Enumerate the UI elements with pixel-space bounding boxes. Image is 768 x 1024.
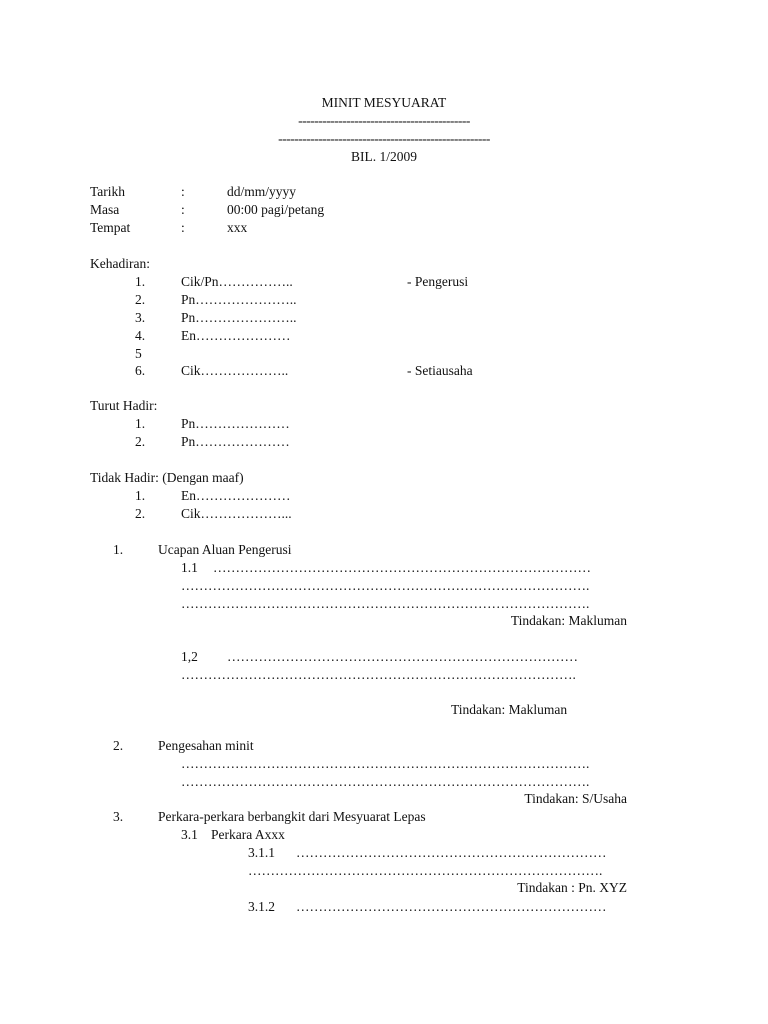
action-note: Tindakan: Makluman [510,613,627,628]
action-note: Tindakan: S/Usaha [524,791,627,806]
action-note: Tindakan : Pn. XYZ [517,880,627,895]
section-number: 1. [113,542,124,557]
attendee-number: 2. [135,292,146,307]
attendee-name: Cik……………….. [181,363,289,378]
title-divider-2: ----------------------------------------------------- [278,131,490,146]
info-value-time: 00:00 pagi/petang [227,202,325,217]
info-value-place: xxx [227,220,248,235]
attendee-name: Pn………………….. [181,310,297,325]
info-label-date: Tarikh [90,184,126,199]
info-label-time: Masa [90,202,120,217]
dotted-line: …………………………………………………………………… [227,649,578,664]
attendee-number: 5 [135,346,142,361]
attendee-number: 4. [135,328,146,343]
section-title: Ucapan Aluan Pengerusi [158,542,292,557]
absent-name: En………………… [181,488,291,503]
also-present-number: 2. [135,434,146,449]
info-label-place: Tempat [90,220,131,235]
also-present-name: Pn………………… [181,416,290,431]
attendee-name: Cik/Pn…………….. [181,274,293,289]
action-note: Tindakan: Makluman [451,702,568,717]
subsection-number: 3.1 [181,827,198,842]
dotted-line: ……………………………………………………………………. [248,863,603,878]
attendee-number: 6. [135,363,146,378]
point-number: 3.1.1 [248,845,275,860]
absent-number: 1. [135,488,146,503]
info-colon: : [181,202,185,217]
document-title: MINIT MESYUARAT [321,95,447,110]
also-present-name: Pn………………… [181,434,290,449]
dotted-line: ………………………………………………………………………………. [181,756,590,771]
dotted-line: …………………………………………………………… [296,845,607,860]
dotted-line: ………………………………………………………………………… [213,560,591,575]
info-colon: : [181,184,185,199]
also-present-number: 1. [135,416,146,431]
info-value-date: dd/mm/yyyy [227,184,297,199]
attendee-role: - Setiausaha [407,363,473,378]
section-title: Perkara-perkara berbangkit dari Mesyuarat Lepas [158,809,426,824]
dotted-line: ………………………………………………………………………………. [181,578,590,593]
section-number: 3. [113,809,124,824]
section-number: 2. [113,738,124,753]
absent-heading: Tidak Hadir: (Dengan maaf) [90,470,244,485]
dotted-line: ……………………………………………………………………………. [181,667,576,682]
subsection-number: 1,2 [181,649,198,664]
subsection-title: Perkara Axxx [211,827,285,842]
dotted-line: ………………………………………………………………………………. [181,596,590,611]
absent-name: Cik………………... [181,506,292,521]
attendance-heading: Kehadiran: [90,256,150,271]
attendee-role: - Pengerusi [407,274,469,289]
absent-number: 2. [135,506,146,521]
attendee-name: En………………… [181,328,291,343]
subsection-number: 1.1 [181,560,198,575]
attendee-name: Pn………………….. [181,292,297,307]
info-colon: : [181,220,185,235]
section-title: Pengesahan minit [158,738,254,753]
attendee-number: 1. [135,274,146,289]
dotted-line: …………………………………………………………… [296,899,607,914]
meeting-number: BIL. 1/2009 [351,149,417,164]
point-number: 3.1.2 [248,899,275,914]
title-divider-1: ------------------------------------------- [298,113,470,128]
also-present-heading: Turut Hadir: [90,398,158,413]
dotted-line: ………………………………………………………………………………. [181,774,590,789]
attendee-number: 3. [135,310,146,325]
